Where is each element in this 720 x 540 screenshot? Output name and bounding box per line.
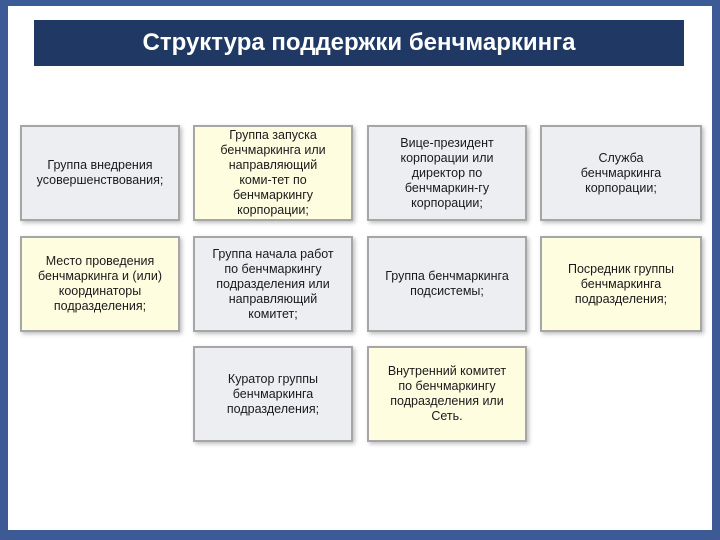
box-internal-committee: Внутренний комитет по бенчмаркингу подразделения или Сеть. (367, 346, 527, 442)
box-vice-president: Вице-президент корпорации или директор по бенчмаркин-гу корпорации; (367, 125, 527, 221)
box-curator: Куратор группы бенчмаркинга подразделения; (193, 346, 353, 442)
box-launch-group: Группа запуска бенчмаркинга или направляющий коми-тет по бенчмаркингу корпорации; (193, 125, 353, 221)
box-start-group: Группа начала работ по бенчмаркингу подразделения или направляющий комитет; (193, 236, 353, 332)
box-improvement-group: Группа внедрения усовершенствования; (20, 125, 180, 221)
box-coordinators: Место проведения бенчмаркинга и (или) координаторы подразделения; (20, 236, 180, 332)
slide-title: Структура поддержки бенчмаркинга (34, 20, 684, 66)
box-benchmarking-service: Служба бенчмаркинга корпорации; (540, 125, 702, 221)
box-mediator: Посредник группы бенчмаркинга подразделения; (540, 236, 702, 332)
box-subsystem-group: Группа бенчмаркинга подсистемы; (367, 236, 527, 332)
